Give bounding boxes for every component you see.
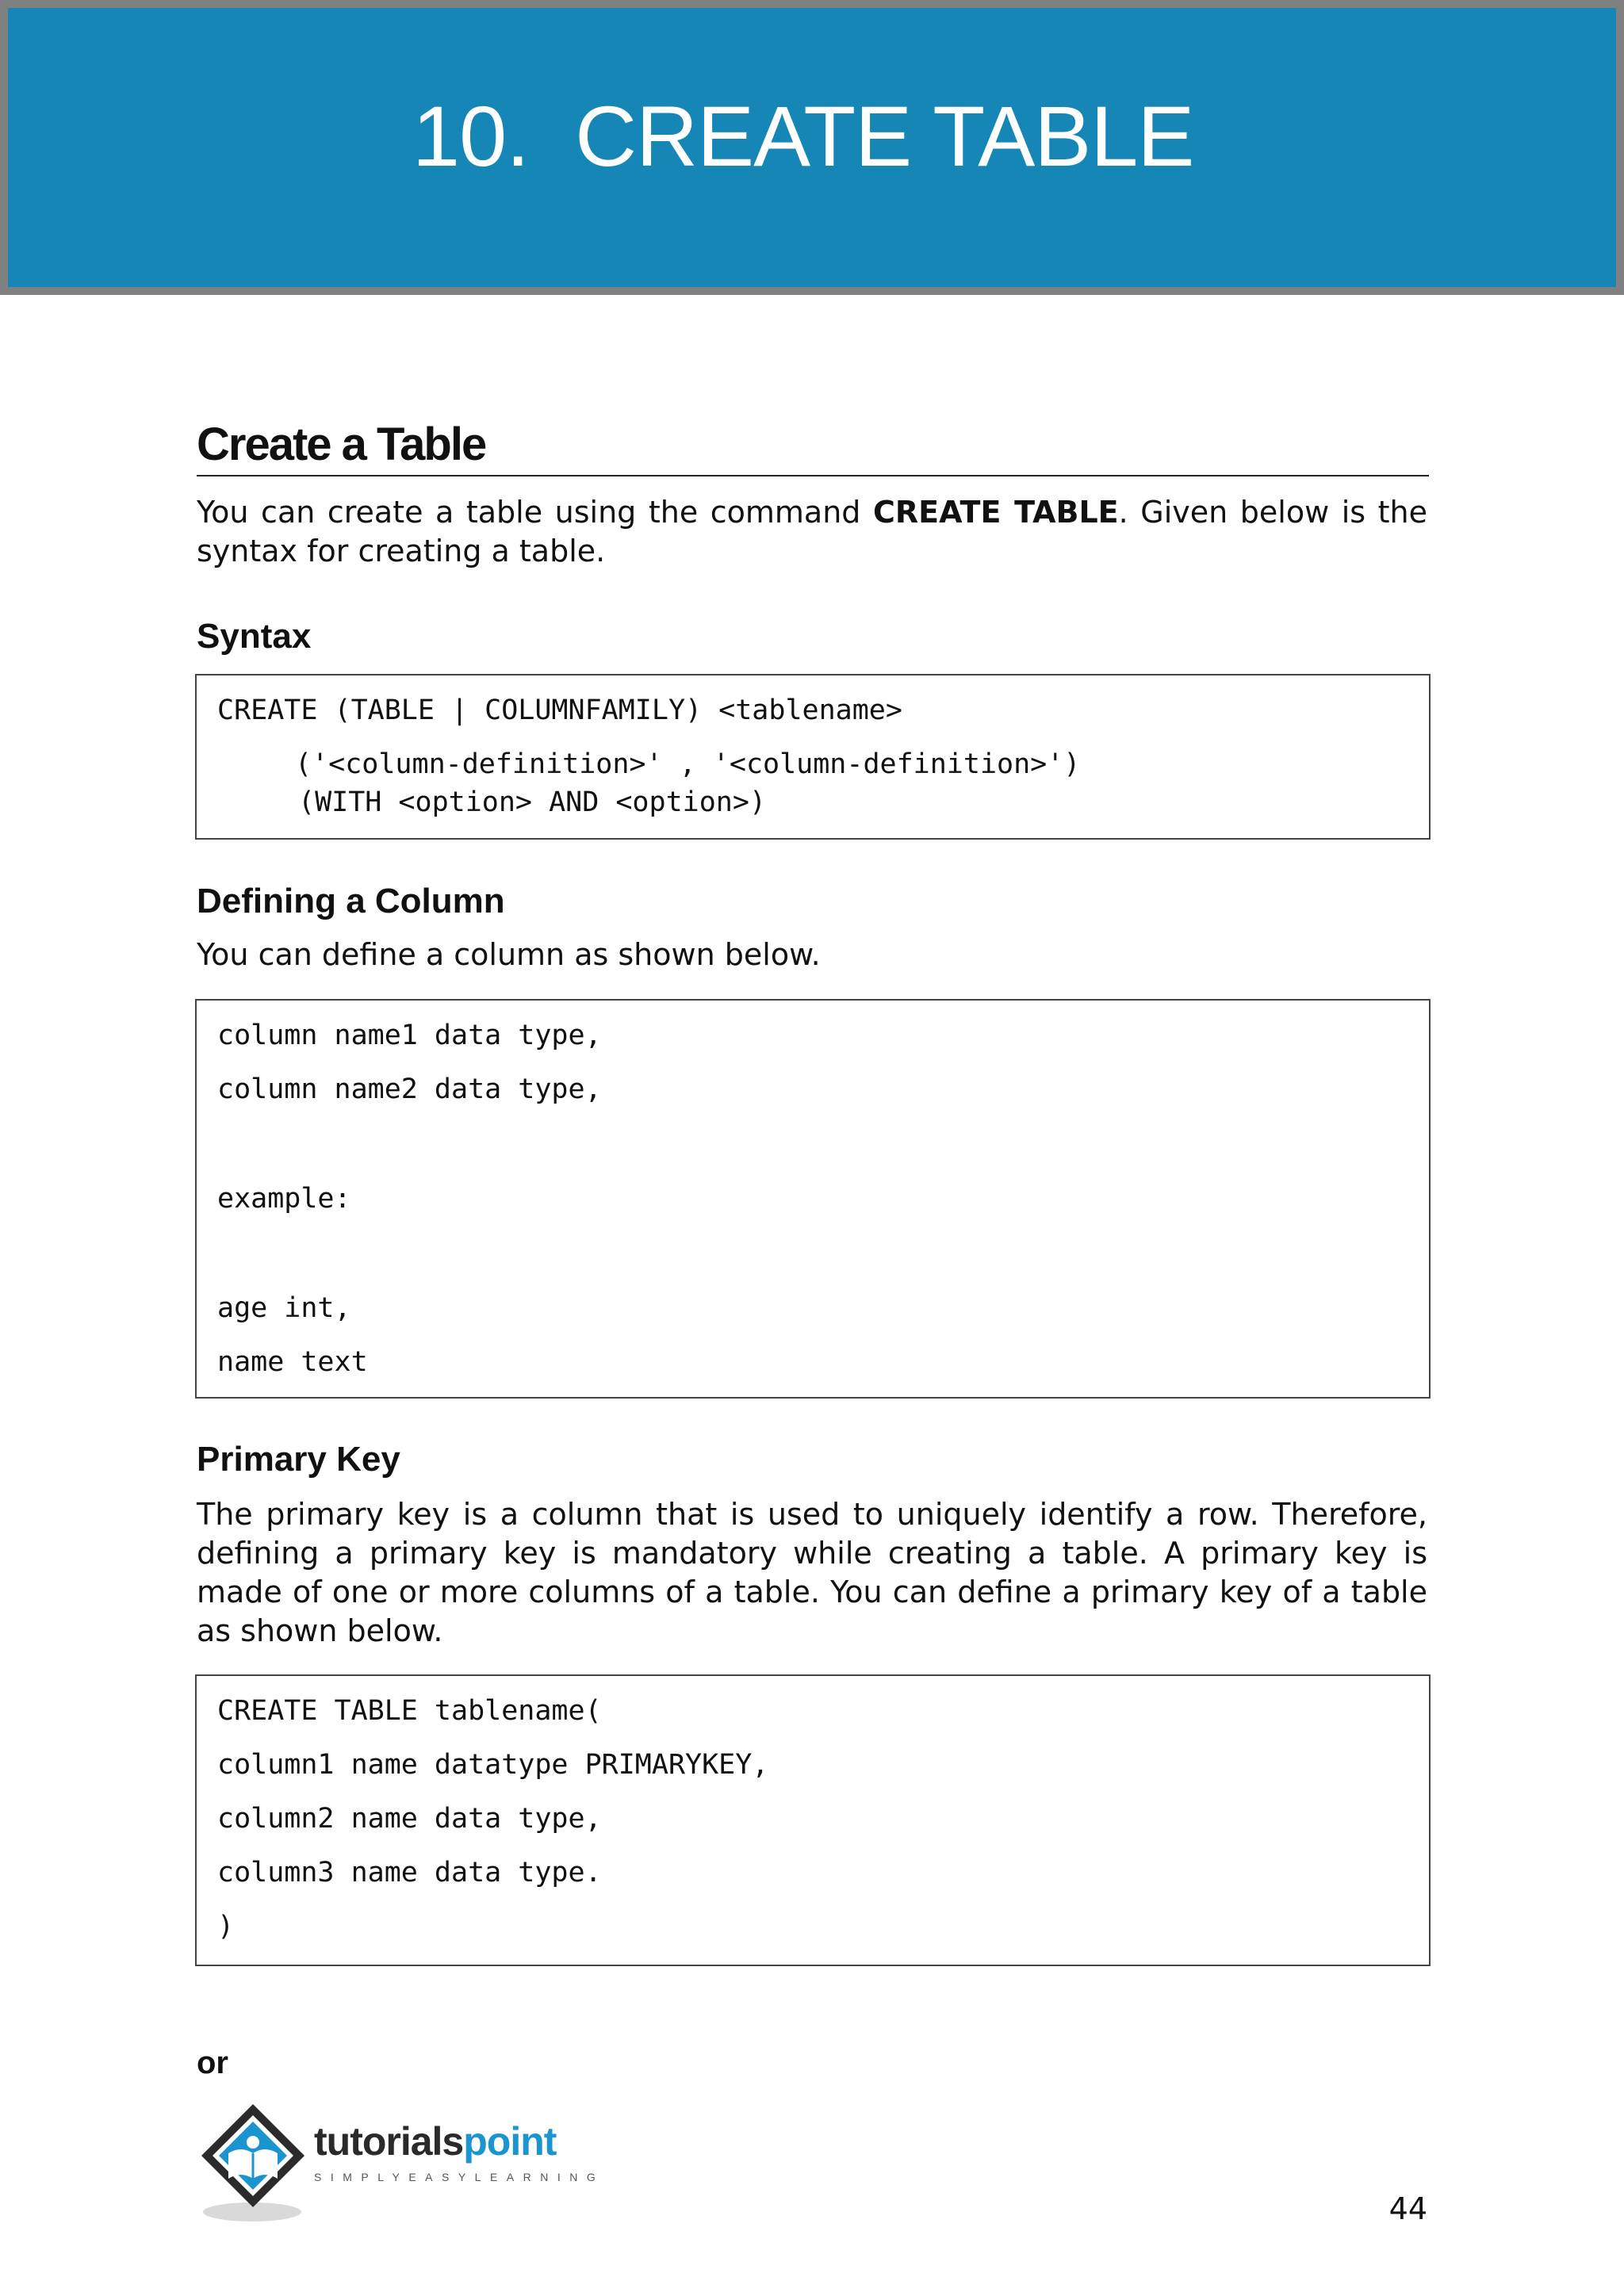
defining-column-heading: Defining a Column xyxy=(197,882,505,920)
code-line: (WITH <option> AND <option>) xyxy=(298,786,767,818)
code-line: CREATE TABLE tablename( xyxy=(217,1695,602,1727)
chapter-title xyxy=(412,88,1194,184)
logo-wordmark xyxy=(314,2118,556,2164)
logo-wordmark-part2: point xyxy=(463,2119,557,2164)
intro-text-end: . Given below is the syntax for creating a table. xyxy=(197,495,1427,568)
section-title: Create a Table xyxy=(197,419,1429,476)
code-line: name text xyxy=(217,1346,368,1378)
or-label: or xyxy=(197,2045,228,2080)
primary-key-text: The primary key is a column that is used to uniquely identify a row. Therefore, defining a primary key is mandatory while creating a table. A primary key is made of one or more columns of a table. You can define a primary key of a table as shown below. xyxy=(197,1497,1427,1648)
syntax-code-block xyxy=(195,674,1431,840)
code-line: column name1 data type, xyxy=(217,1020,602,1051)
code-line: age int, xyxy=(217,1292,351,1324)
page-number: 44 xyxy=(1388,2191,1427,2226)
logo-tagline: SIMPLYEASYLEARNING xyxy=(314,2171,605,2183)
code-line: example: xyxy=(217,1183,351,1215)
defining-column-text: You can define a column as shown below. xyxy=(197,937,821,972)
code-line: column2 name data type, xyxy=(217,1803,602,1835)
primary-key-code-block xyxy=(195,1674,1431,1966)
logo-wordmark-part1: tutorials xyxy=(314,2119,464,2164)
chapter-banner xyxy=(0,0,1624,295)
chapter-name: CREATE TABLE xyxy=(575,88,1194,184)
code-line: column1 name datatype PRIMARYKEY, xyxy=(217,1749,769,1781)
code-line: ('<column-definition>' , '<column-definition>') xyxy=(295,748,1081,780)
syntax-heading: Syntax xyxy=(197,617,312,656)
column-code-block xyxy=(195,999,1431,1399)
code-line: column3 name data type. xyxy=(217,1857,602,1888)
code-line: CREATE (TABLE | COLUMNFAMILY) <tablename> xyxy=(217,695,902,726)
intro-paragraph xyxy=(197,493,1427,571)
primary-key-heading: Primary Key xyxy=(197,1440,400,1479)
code-line: column name2 data type, xyxy=(217,1073,602,1105)
intro-text-start: You can create a table using the command xyxy=(197,495,873,530)
code-line: ) xyxy=(217,1911,235,1942)
tutorialspoint-logo xyxy=(193,2098,606,2225)
chapter-number: 10. xyxy=(412,88,530,184)
intro-command: CREATE TABLE xyxy=(872,495,1119,530)
logo-emblem-icon xyxy=(193,2098,312,2225)
